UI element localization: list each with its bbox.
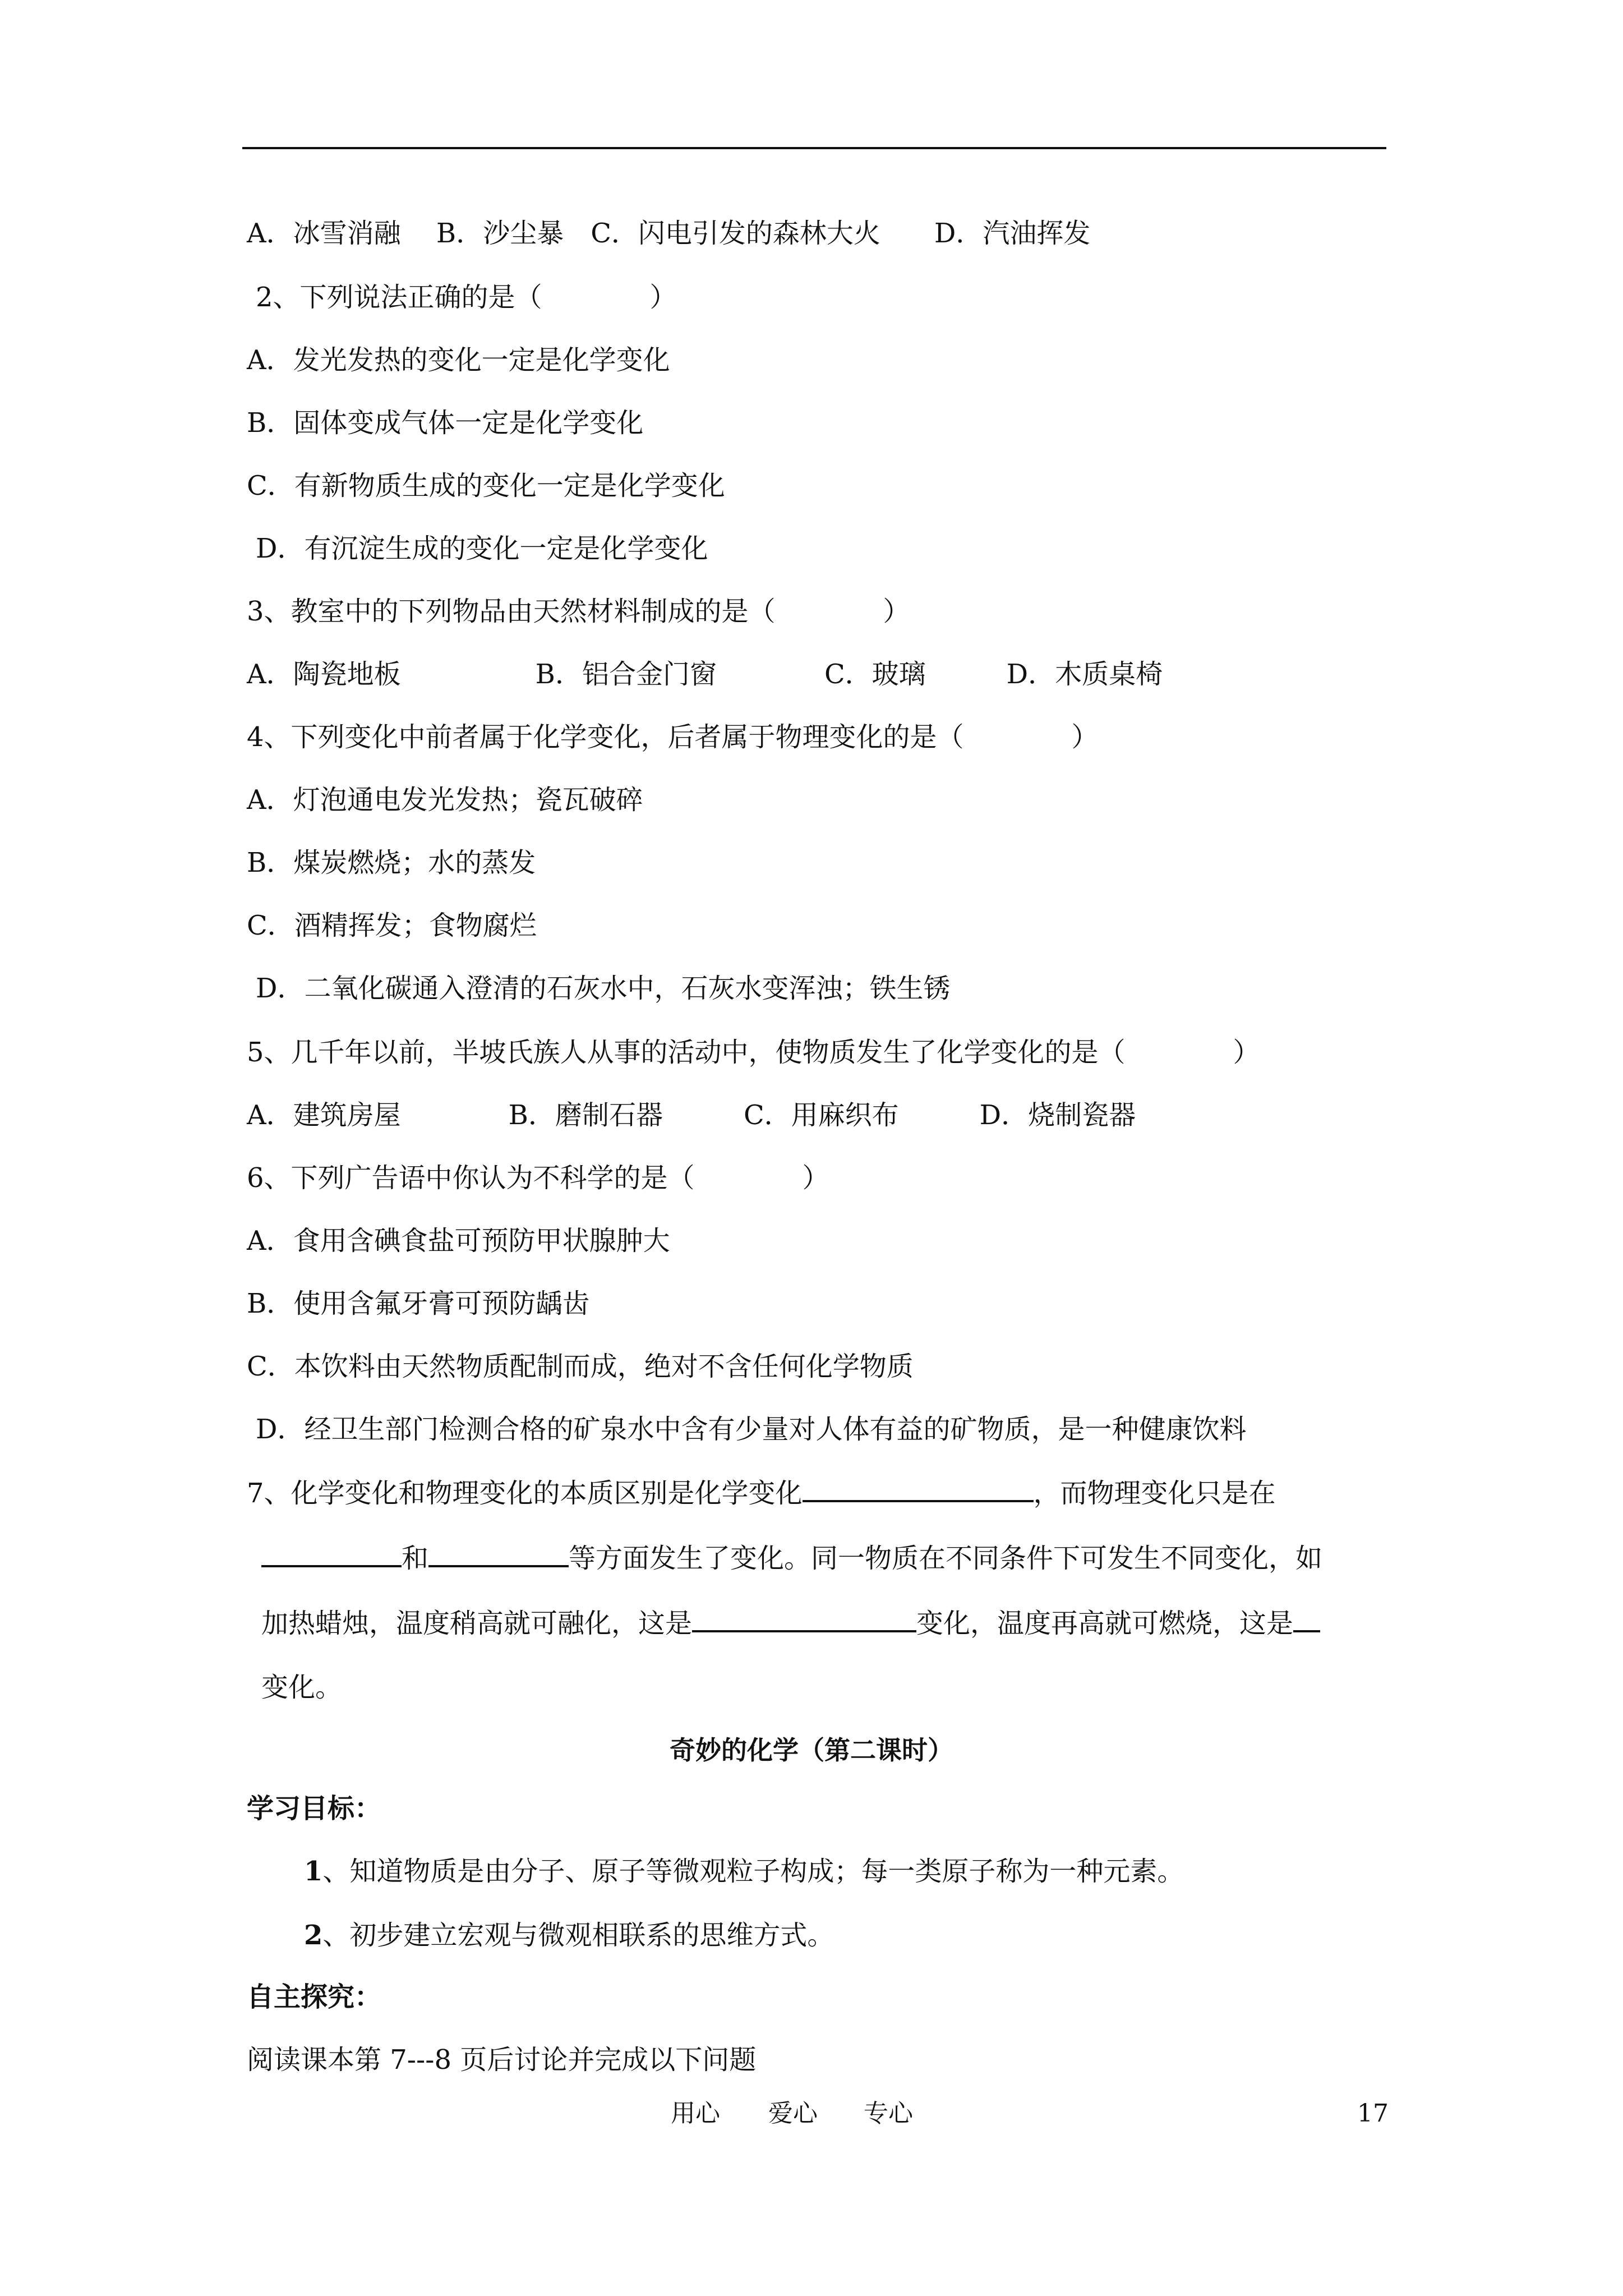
q4-stem: 4、下列变化中前者属于化学变化，后者属于物理变化的是（ ） (247, 721, 1099, 753)
footer-motto-3: 专心 (864, 2099, 913, 2128)
q3-options: A．陶瓷地板 B．铝合金门窗 C．玻璃 D．木质桌椅 (247, 659, 1163, 690)
goals-heading: 学习目标： (247, 1793, 382, 1824)
q4-option-c: C．酒精挥发；食物腐烂 (247, 910, 537, 941)
page-number: 17 (1357, 2099, 1389, 2128)
q6-option-d: D．经卫生部门检测合格的矿泉水中含有少量对人体有益的矿物质，是一种健康饮料 (256, 1414, 1247, 1445)
q6-option-c: C．本饮料由天然物质配制而成，绝对不含任何化学物质 (247, 1351, 914, 1382)
q6-stem: 6、下列广告语中你认为不科学的是（ ） (247, 1162, 829, 1194)
q7-line-2 (261, 1540, 1322, 1575)
q4-option-a: A．灯泡通电发光发热；瓷瓦破碎 (247, 784, 643, 816)
q7-blank-3[interactable] (428, 1540, 569, 1567)
goal-item (304, 1855, 1184, 1888)
explore-heading: 自主探究： (247, 1981, 382, 2013)
q6-option-a: A．食用含碘食盐可预防甲状腺肿大 (247, 1225, 670, 1257)
section-title: 奇妙的化学（第二课时） (670, 1735, 953, 1765)
q7-text-2a: 和 (402, 1543, 429, 1574)
q5-stem: 5、几千年以前，半坡氏族人从事的活动中，使物质发生了化学变化的是（ ） (247, 1037, 1260, 1068)
q4-option-d: D．二氧化碳通入澄清的石灰水中，石灰水变浑浊；铁生锈 (256, 973, 951, 1004)
q7-line-4: 变化。 (261, 1672, 343, 1703)
q7-line-1 (247, 1475, 1276, 1510)
goal-number: 1 (304, 1856, 323, 1887)
q7-text-2b: 等方面发生了变化。同一物质在不同条件下可发生不同变化，如 (569, 1543, 1323, 1574)
q7-text-3b: 变化，温度再高就可燃烧，这是 (916, 1608, 1294, 1639)
explore-text: 阅读课本第 7---8 页后讨论并完成以下问题 (247, 2044, 757, 2076)
q2-option-c: C．有新物质生成的变化一定是化学变化 (247, 470, 725, 501)
q7-text-1a: 7、化学变化和物理变化的本质区别是化学变化 (247, 1478, 803, 1509)
q5-options: A．建筑房屋 B．磨制石器 C．用麻织布 D．烧制瓷器 (247, 1099, 1136, 1131)
q3-stem: 3、教室中的下列物品由天然材料制成的是（ ） (247, 596, 910, 627)
q2-option-a: A．发光发热的变化一定是化学变化 (247, 344, 670, 376)
goal-text: 、知道物质是由分子、原子等微观粒子构成；每一类原子称为一种元素。 (322, 1856, 1184, 1887)
footer-motto-1: 用心 (671, 2099, 720, 2128)
goal-number: 2 (304, 1920, 323, 1951)
header-rule (242, 147, 1386, 149)
q4-option-b: B．煤炭燃烧；水的蒸发 (247, 847, 536, 878)
goal-item (304, 1918, 834, 1952)
q7-line-3 (261, 1605, 1320, 1640)
q1-options: A．冰雪消融 B．沙尘暴 C．闪电引发的森林大火 D．汽油挥发 (247, 218, 1091, 249)
q7-blank-2[interactable] (261, 1540, 402, 1567)
q6-option-b: B．使用含氟牙膏可预防龋齿 (247, 1288, 590, 1319)
q2-option-d: D．有沉淀生成的变化一定是化学变化 (256, 533, 708, 564)
q2-stem: 2、下列说法正确的是（ ） (256, 282, 677, 313)
goal-text: 、初步建立宏观与微观相联系的思维方式。 (322, 1920, 834, 1951)
q7-text-1b: ，而物理变化只是在 (1033, 1478, 1276, 1509)
q2-option-b: B．固体变成气体一定是化学变化 (247, 407, 644, 439)
footer-motto-2: 爱心 (768, 2099, 818, 2128)
q7-text-3a: 加热蜡烛，温度稍高就可融化，这是 (261, 1608, 693, 1639)
q7-blank-4[interactable] (692, 1605, 916, 1632)
q7-blank-5[interactable] (1293, 1605, 1320, 1632)
q7-blank-1[interactable] (803, 1475, 1034, 1502)
